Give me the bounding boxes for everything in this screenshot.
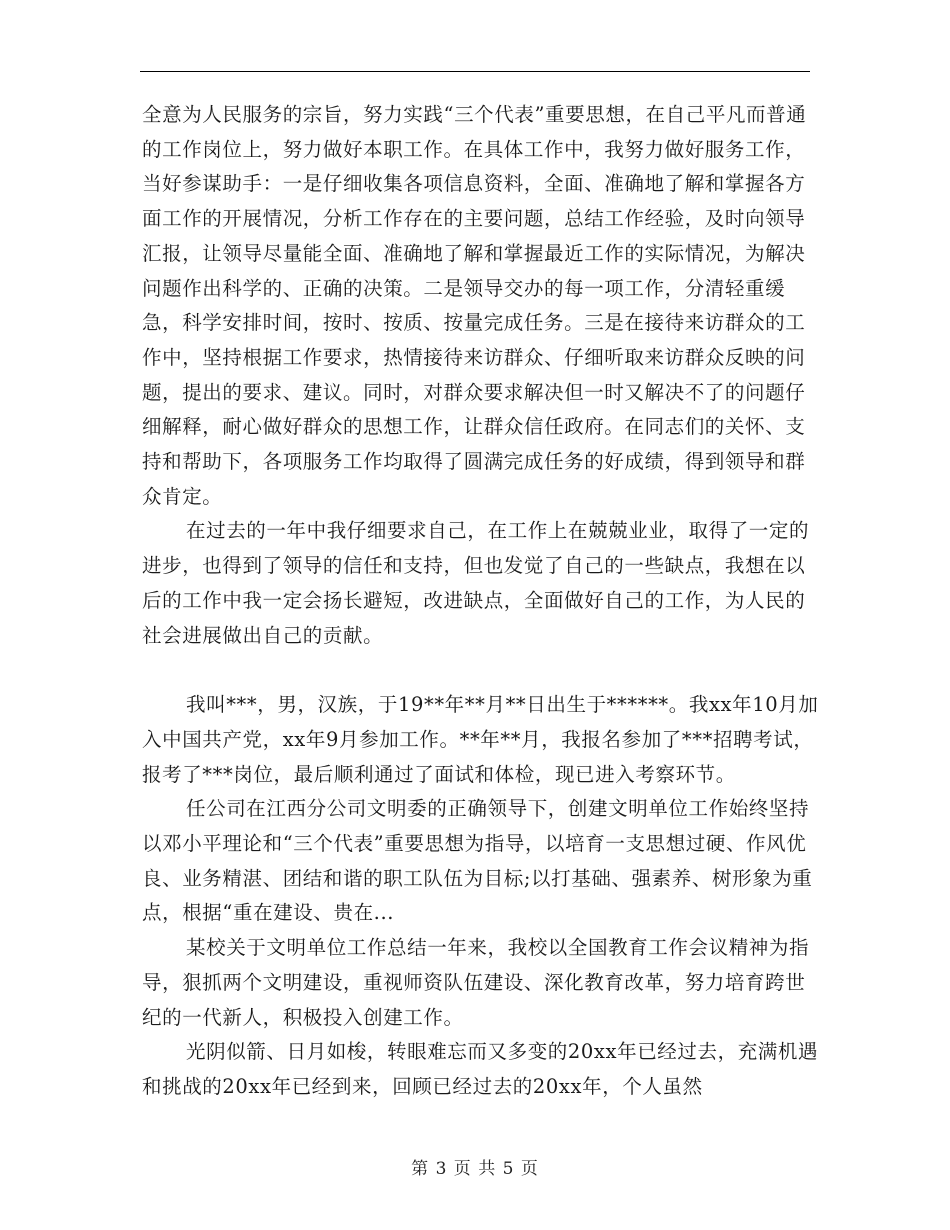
page-number: 第 3 页 共 5 页 <box>411 1159 539 1179</box>
document-body <box>142 98 822 1105</box>
paragraph-company-civility: 任公司在江西分公司文明委的正确领导下，创建文明单位工作始终坚持以邓小平理论和“三个代表”重要思想为指导，以培育一支思想过硬、作风优良、业务精湛、团结和谐的职工队伍为目标;以打基础、强素养、树形象为重点，根据“重在建设、贵在... <box>142 797 813 925</box>
paragraph-continued-service: 全意为人民服务的宗旨，努力实践“三个代表”重要思想，在自己平凡而普通的工作岗位上，努力做好本职工作。在具体工作中，我努力做好服务工作，当好参谋助手：一是仔细收集各项信息资料，全面、准确地了解和掌握各方面工作的开展情况，分析工作存在的主要问题，总结工作经验，及时向领导汇报，让领导尽量能全面、准确地了解和掌握最近工作的实际情况，为解决问题作出科学的、正确的决策。二是领导交办的每一项工作，分清轻重缓急，科学安排时间，按时、按质、按量完成任务。三是在接待来访群众的工作中，坚持根据工作要求，热情接待来访群众、仔细听取来访群众反映的问题，提出的要求、建议。同时，对群众要求解决但一时又解决不了的问题仔细解释，耐心做好群众的思想工作，让群众信任政府。在同志们的关怀、支持和帮助下，各项服务工作均取得了圆满完成任务的好成绩，得到领导和群众肯定。 <box>142 103 807 508</box>
paragraph-personal-intro: 我叫***，男，汉族，于19**年**月**日出生于******。我xx年10月加入中国共产党，xx年9月参加工作。**年**月，我报名参加了***招聘考试，报考了***岗位，最后顺利通过了面试和体检，现已进入考察环节。 <box>142 693 819 786</box>
paragraph-gap <box>142 653 822 688</box>
paragraph-year-review: 光阴似箭、日月如梭，转眼难忘而又多变的20xx年已经过去，充满机遇和挑战的20xx年已经到来，回顾已经过去的20xx年，个人虽然 <box>142 1040 819 1098</box>
paragraph-school-summary: 某校关于文明单位工作总结一年来，我校以全国教育工作会议精神为指导，狠抓两个文明建设，重视师资队伍建设、深化教育改革，努力培育跨世纪的一代新人，积极投入创建工作。 <box>142 936 810 1029</box>
paragraph-self-review: 在过去的一年中我仔细要求自己，在工作上在兢兢业业，取得了一定的进步，也得到了领导的信任和支持，但也发觉了自己的一些缺点，我想在以后的工作中我一定会扬长避短，改进缺点，全面做好自己的工作，为人民的社会进展做出自己的贡献。 <box>142 519 810 647</box>
header-rule <box>140 71 810 72</box>
